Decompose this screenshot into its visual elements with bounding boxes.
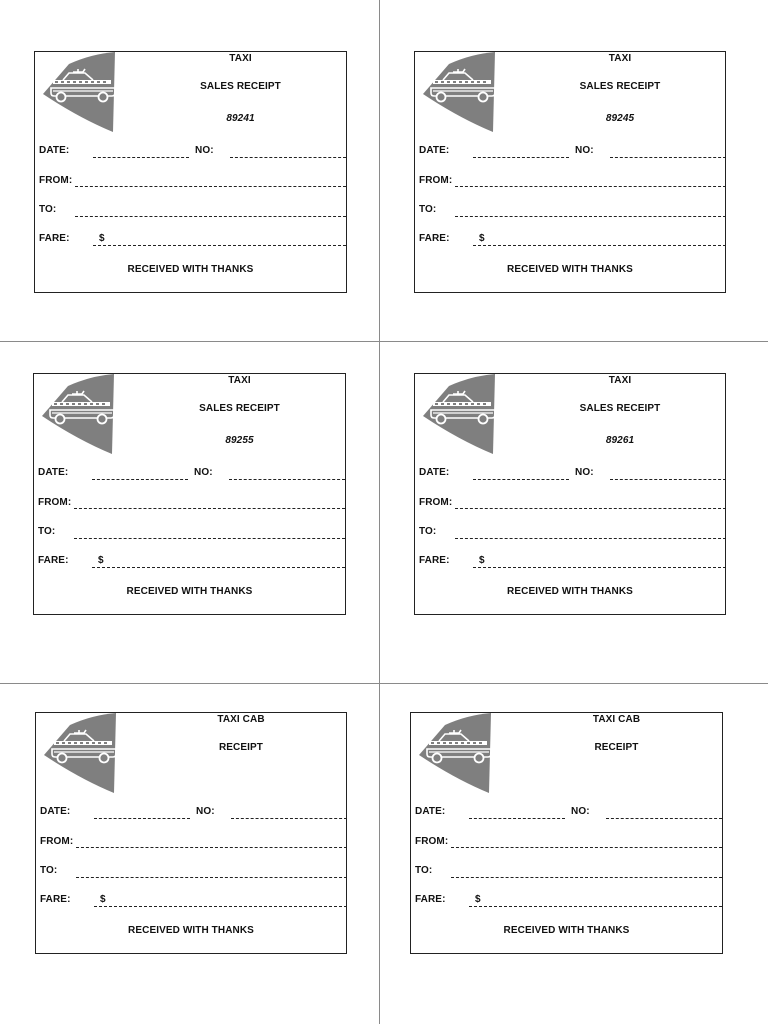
receipt-subtitle: SALES RECEIPT [579, 81, 661, 92]
date-field-line [92, 479, 188, 480]
fare-label: FARE: [38, 555, 69, 566]
to-field-line [455, 538, 726, 539]
to-field-line [75, 216, 346, 217]
fare-label: FARE: [39, 233, 70, 244]
currency-symbol: $ [479, 233, 485, 244]
horizontal-cut-line-2 [0, 683, 768, 684]
to-field-line [74, 538, 345, 539]
horizontal-cut-line-1 [0, 341, 768, 342]
to-label: TO: [419, 204, 437, 215]
receipt-number: 89241 [226, 113, 255, 124]
date-field-line [93, 157, 189, 158]
receipt-footer: RECEIVED WITH THANKS [507, 264, 633, 275]
receipt-card-2 [414, 51, 726, 293]
no-field-line [610, 157, 726, 158]
date-label: DATE: [415, 806, 446, 817]
taxi-logo-icon [40, 713, 118, 793]
receipt-title: TAXI [608, 375, 632, 386]
fare-label: FARE: [415, 894, 446, 905]
receipt-title: TAXI [228, 375, 251, 386]
from-label: FROM: [419, 497, 453, 508]
receipt-subtitle: SALES RECEIPT [579, 403, 661, 414]
no-field-line [610, 479, 726, 480]
fare-label: FARE: [40, 894, 71, 905]
from-label: FROM: [39, 175, 73, 186]
receipt-number: 89245 [605, 113, 635, 124]
from-label: FROM: [419, 175, 453, 186]
date-label: DATE: [40, 806, 71, 817]
from-field-line [455, 186, 726, 187]
date-field-line [473, 479, 569, 480]
fare-field-line [92, 567, 345, 568]
receipt-title: TAXI [608, 53, 632, 64]
receipt-card-6 [410, 712, 723, 954]
fare-label: FARE: [419, 233, 450, 244]
receipt-card-4 [414, 373, 726, 615]
no-label: NO: [194, 467, 213, 478]
from-label: FROM: [415, 836, 449, 847]
receipt-title: TAXI [229, 53, 252, 64]
vertical-cut-line [379, 0, 380, 1024]
no-field-line [230, 157, 346, 158]
date-label: DATE: [419, 467, 450, 478]
receipt-card-1 [34, 51, 347, 293]
to-field-line [76, 877, 347, 878]
no-label: NO: [195, 145, 214, 156]
fare-field-line [93, 245, 346, 246]
no-label: NO: [196, 806, 215, 817]
from-field-line [455, 508, 726, 509]
to-field-line [451, 877, 722, 878]
no-label: NO: [575, 467, 594, 478]
date-label: DATE: [38, 467, 69, 478]
to-label: TO: [419, 526, 437, 537]
currency-symbol: $ [98, 555, 104, 566]
to-label: TO: [38, 526, 56, 537]
receipt-number: 89261 [605, 435, 635, 446]
currency-symbol: $ [99, 233, 105, 244]
receipt-title: TAXI CAB [217, 714, 265, 725]
from-field-line [75, 186, 346, 187]
receipt-footer: RECEIVED WITH THANKS [128, 925, 254, 936]
from-label: FROM: [40, 836, 74, 847]
fare-field-line [94, 906, 347, 907]
receipt-footer: RECEIVED WITH THANKS [126, 586, 253, 597]
no-field-line [606, 818, 722, 819]
currency-symbol: $ [479, 555, 485, 566]
receipt-subtitle: SALES RECEIPT [200, 81, 281, 92]
fare-field-line [473, 567, 726, 568]
to-field-line [455, 216, 726, 217]
from-field-line [74, 508, 345, 509]
receipt-footer: RECEIVED WITH THANKS [503, 925, 630, 936]
fare-field-line [469, 906, 722, 907]
no-field-line [229, 479, 345, 480]
receipt-number: 89255 [225, 435, 254, 446]
receipt-footer: RECEIVED WITH THANKS [507, 586, 633, 597]
date-field-line [94, 818, 190, 819]
no-label: NO: [575, 145, 594, 156]
date-field-line [469, 818, 565, 819]
date-label: DATE: [419, 145, 450, 156]
no-label: NO: [571, 806, 590, 817]
to-label: TO: [415, 865, 433, 876]
date-label: DATE: [39, 145, 70, 156]
no-field-line [231, 818, 347, 819]
receipt-card-5 [35, 712, 347, 954]
from-field-line [76, 847, 347, 848]
receipt-card-3 [33, 373, 346, 615]
currency-symbol: $ [475, 894, 481, 905]
receipt-title: TAXI CAB [592, 714, 641, 725]
to-label: TO: [40, 865, 58, 876]
fare-field-line [473, 245, 726, 246]
to-label: TO: [39, 204, 57, 215]
date-field-line [473, 157, 569, 158]
receipt-footer: RECEIVED WITH THANKS [127, 264, 254, 275]
receipt-subtitle: SALES RECEIPT [199, 403, 280, 414]
fare-label: FARE: [419, 555, 450, 566]
from-label: FROM: [38, 497, 72, 508]
currency-symbol: $ [100, 894, 106, 905]
from-field-line [451, 847, 722, 848]
receipt-subtitle: RECEIPT [594, 742, 639, 753]
taxi-logo-icon [415, 713, 493, 793]
receipt-subtitle: RECEIPT [218, 742, 264, 753]
